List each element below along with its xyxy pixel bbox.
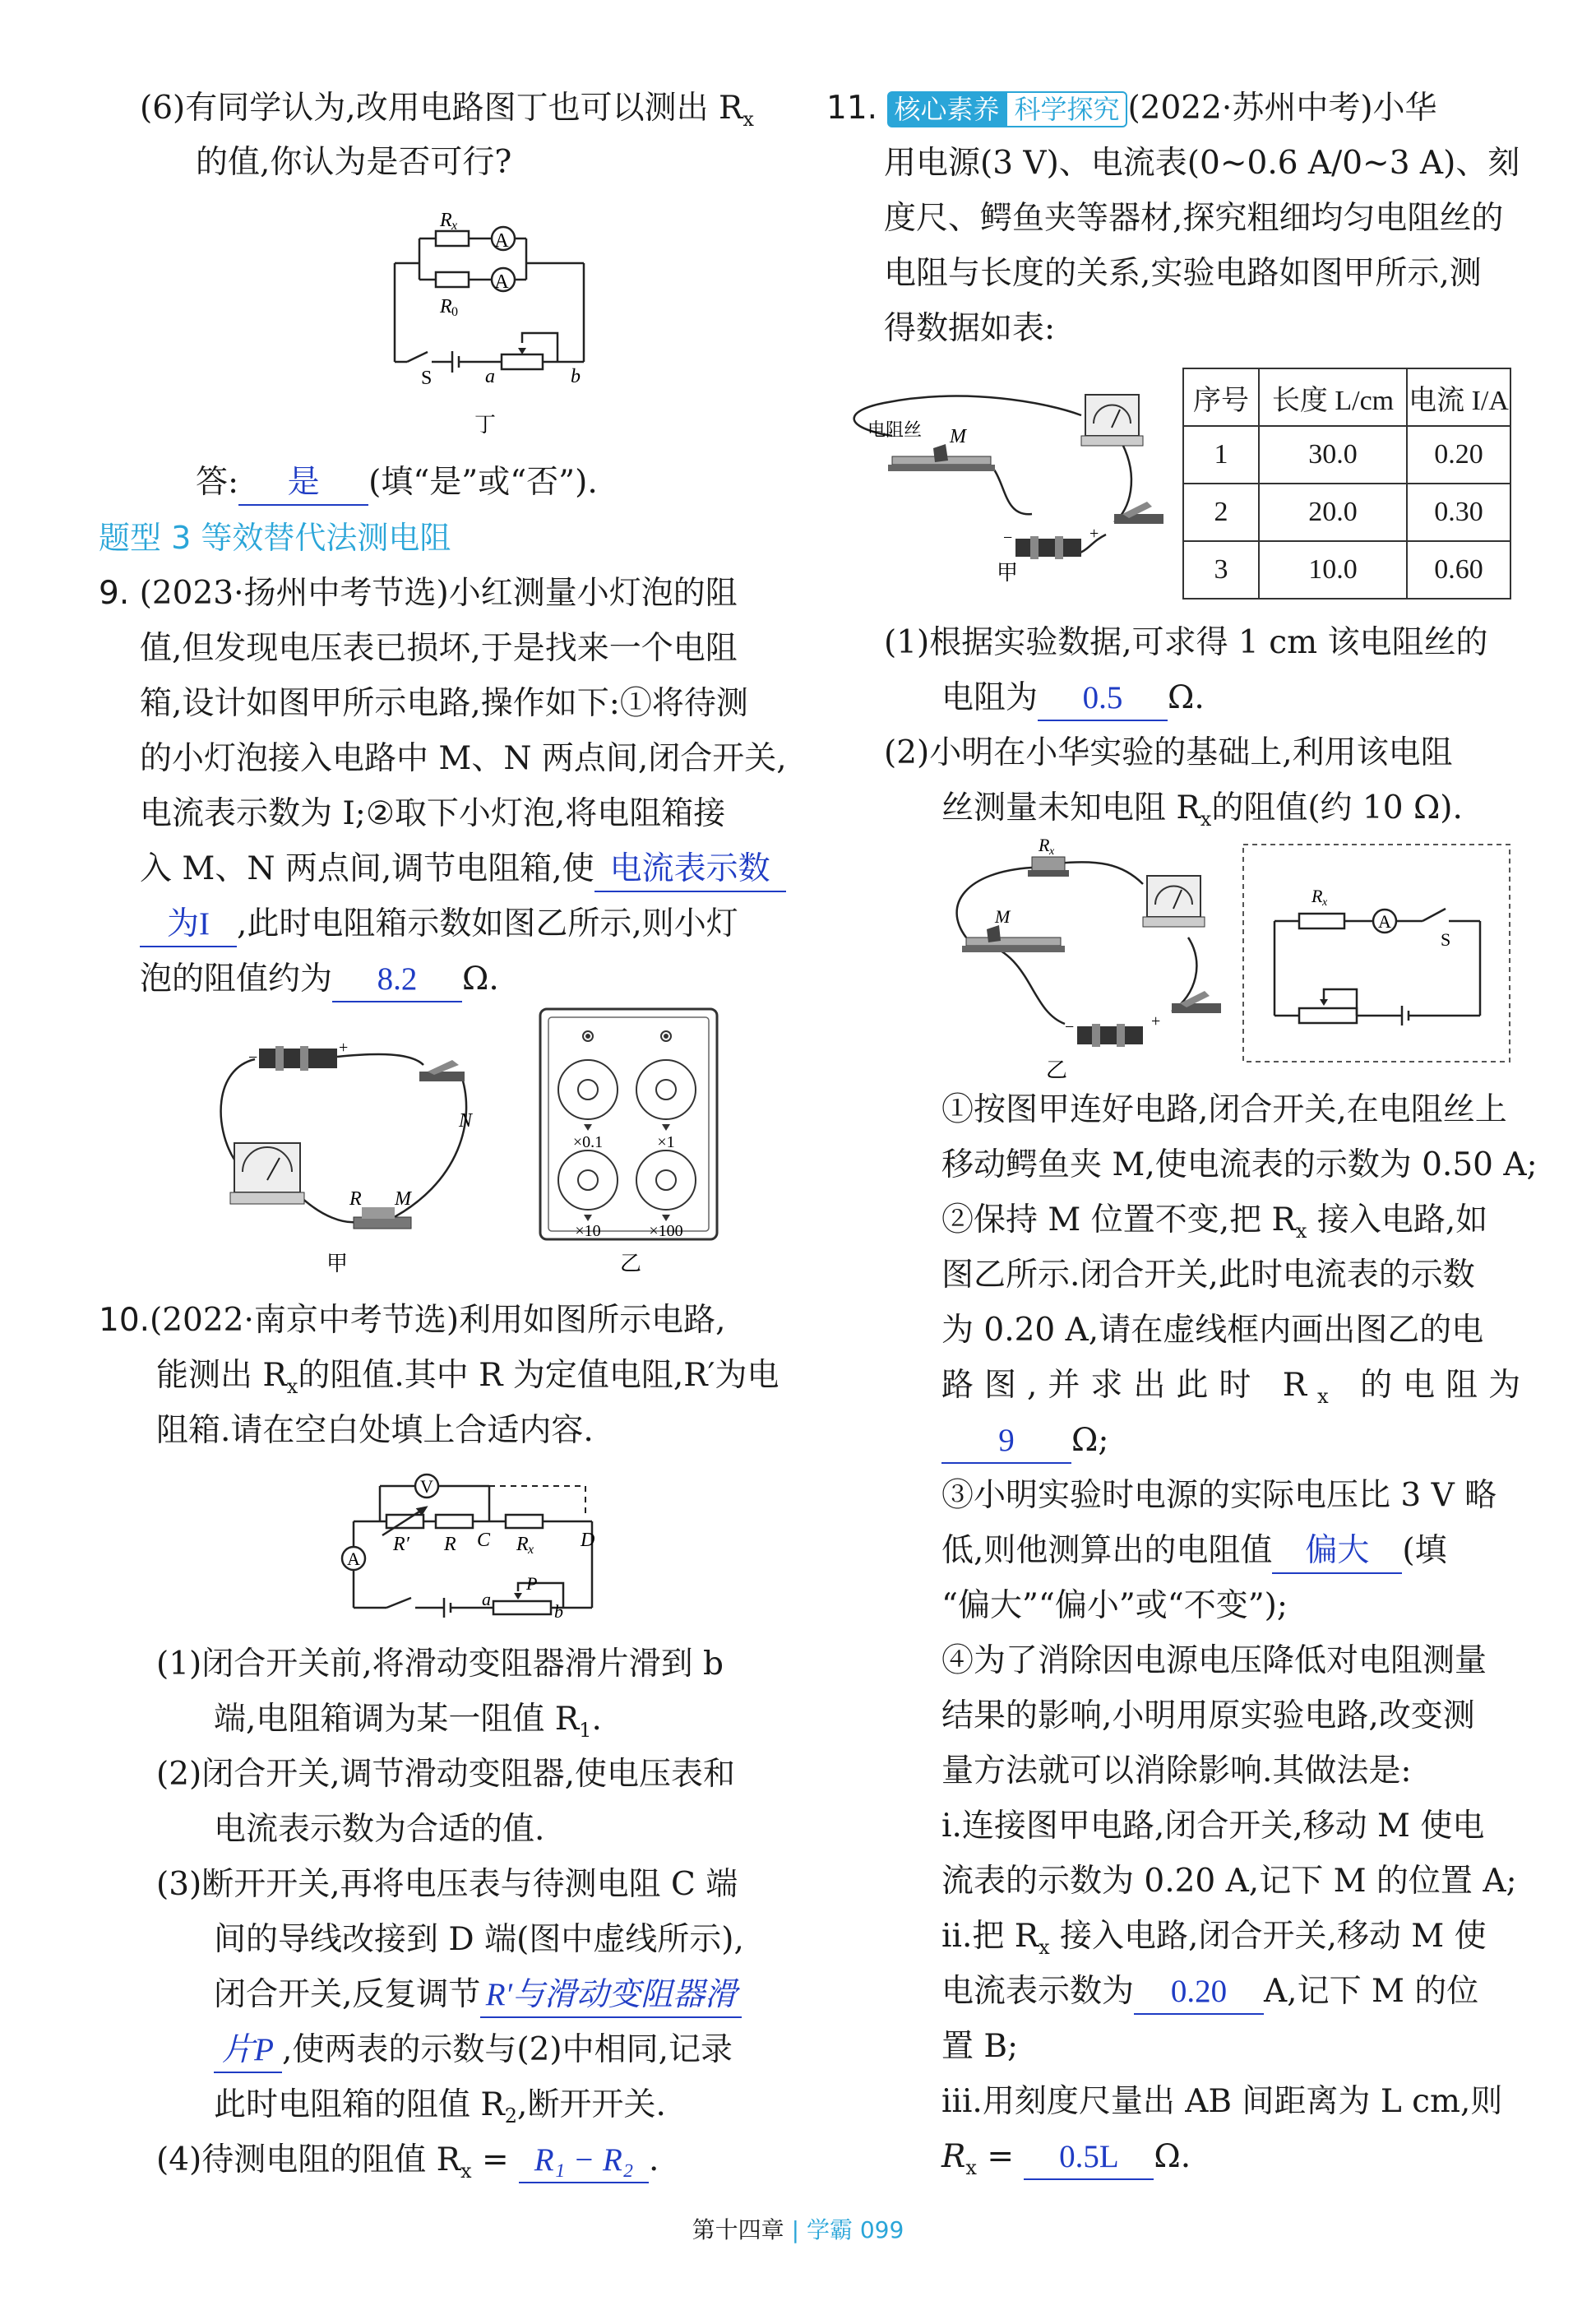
tag-science-inquiry: 科学探究 bbox=[1006, 91, 1127, 127]
q11-s1-line1: ①按图甲连好电路,闭合开关,在电阻丝上 bbox=[941, 1091, 1507, 1128]
q10-s3-answer-a: R′与滑动变阻器滑 bbox=[480, 1974, 742, 2018]
q11-s2-line2: 图乙所示.闭合开关,此时电流表的示数 bbox=[941, 1257, 1475, 1294]
table-cell: 0.60 bbox=[1407, 541, 1510, 599]
q11-ii-answer: 0.20 bbox=[1134, 1970, 1264, 2015]
q11-line3: 度尺、鳄鱼夹等器材,探究粗细均匀电阻丝的 bbox=[884, 200, 1504, 237]
q10-s4-answer: R₁ − R₂ bbox=[519, 2139, 649, 2183]
table-cell: 20.0 bbox=[1259, 484, 1407, 541]
table-header: 长度 L/cm bbox=[1259, 368, 1407, 426]
slider-b-label: b bbox=[571, 366, 581, 387]
rx-sub: x bbox=[528, 1543, 534, 1557]
q11-line4: 电阻与长度的关系,实验电路如图甲所示,测 bbox=[884, 255, 1482, 292]
table-cell: 10.0 bbox=[1259, 541, 1407, 599]
q11-iii-line2: $R_x = 0.5L$ Ω. bbox=[941, 2129, 1191, 2196]
q10-s3-line1: (3)断开开关,再将电压表与待测电阻 C 端 bbox=[156, 1866, 738, 1903]
q11-figure-yi bbox=[933, 839, 1237, 1086]
q11-line2: 用电源(3 V)、电流表(0~0.6 A/0~3 A)、刻 bbox=[884, 145, 1520, 182]
q11-figure-jia bbox=[843, 378, 1172, 584]
rx-label: R bbox=[516, 1534, 529, 1555]
figure-caption: 乙 bbox=[619, 1252, 642, 1275]
q11-s2-line5: 9 Ω; bbox=[941, 1413, 1108, 1469]
q11-iii-line1: ⅲ.用刻度尺量出 AB 间距离为 L cm,则 bbox=[941, 2083, 1503, 2120]
q10-s1-line1: (1)闭合开关前,将滑动变阻器滑片滑到 b bbox=[156, 1646, 724, 1683]
point-m-label: M bbox=[950, 426, 966, 447]
q11-p2-line1: (2)小明在小华实验的基础上,利用该电阻 bbox=[884, 734, 1453, 771]
q10-s3-line5: 此时电阻箱的阻值 $R_2$,断开开关. bbox=[214, 2086, 666, 2127]
q11-answer-circuit-box bbox=[1242, 843, 1513, 1065]
q10-s2-line1: (2)闭合开关,调节滑动变阻器,使电压表和 bbox=[156, 1756, 736, 1793]
q9-line1: 9. (2023·扬州中考节选)小红测量小灯泡的阻 bbox=[99, 575, 738, 612]
table-row bbox=[1183, 484, 1510, 541]
table-header: 电流 I/A bbox=[1407, 368, 1510, 426]
q10-s3-line4: 片P ,使两表的示数与(2)中相同,记录 bbox=[214, 2022, 733, 2078]
table-cell: 1 bbox=[1183, 426, 1259, 484]
rx-sub: x bbox=[451, 219, 458, 233]
page-footer bbox=[0, 2212, 1596, 2245]
q10-s3-line2: 间的导线改接到 D 端(图中虚线所示), bbox=[214, 1921, 744, 1958]
q11-p1-line2: 电阻为 0.5 Ω. bbox=[941, 670, 1205, 726]
q10-s1-line2: 端,电阻箱调为某一阻值 $R_1$. bbox=[214, 1701, 602, 1742]
q9-line7: 为I ,此时电阻箱示数如图乙所示,则小灯 bbox=[140, 896, 738, 952]
q9-line3: 箱,设计如图甲所示电路,操作如下:①将待测 bbox=[140, 685, 748, 722]
rx-sub: x bbox=[1049, 845, 1055, 858]
rprime-label: R′ bbox=[393, 1534, 409, 1555]
table-row bbox=[1183, 541, 1510, 599]
q9-line4: 的小灯泡接入电路中 M、N 两点间,闭合开关, bbox=[140, 740, 787, 777]
dial-label-x01: ×0.1 bbox=[572, 1133, 604, 1151]
slider-a-label: a bbox=[485, 366, 495, 387]
q11-p1-answer: 0.5 bbox=[1038, 677, 1168, 721]
q11-ii-line1: ⅱ.把 $R_x$ 接入电路,闭合开关,移动 M 使 bbox=[941, 1918, 1487, 1959]
figure-caption: 乙 bbox=[1045, 1058, 1068, 1082]
footer-brand: 学霸 bbox=[806, 2216, 853, 2243]
footer-chapter: 第十四章 bbox=[692, 2216, 784, 2243]
section-heading: 题型 3 等效替代法测电阻 bbox=[99, 520, 451, 556]
q9-answer1a: 电流表示数 bbox=[594, 848, 786, 892]
q10-s2-line2: 电流表示数为合适的值. bbox=[214, 1811, 545, 1848]
table-row bbox=[1183, 426, 1510, 484]
table-cell: 30.0 bbox=[1259, 426, 1407, 484]
rx-label: R bbox=[1039, 839, 1050, 855]
voltmeter-label: V bbox=[420, 1476, 433, 1497]
q11-p1-line1: (1)根据实验数据,可求得 1 cm 该电阻丝的 bbox=[884, 624, 1488, 661]
dial-label-x1: ×1 bbox=[657, 1133, 675, 1151]
q11-s4-line2: 结果的影响,小明用原实验电路,改变测 bbox=[941, 1697, 1475, 1734]
point-d-label: D bbox=[581, 1530, 595, 1551]
rx-label: R bbox=[440, 210, 452, 231]
q11-s4-line1: ④为了消除因电源电压降低对电阻测量 bbox=[941, 1642, 1487, 1679]
wire-label: 电阻丝 bbox=[867, 419, 923, 440]
q11-data-table bbox=[1182, 368, 1511, 600]
point-m-label: M bbox=[395, 1188, 411, 1210]
figure-caption: 甲 bbox=[996, 561, 1019, 584]
table-cell: 2 bbox=[1183, 484, 1259, 541]
ammeter-label: A bbox=[494, 230, 509, 252]
q11-line5: 得数据如表: bbox=[884, 310, 1056, 347]
svg-text:+: + bbox=[339, 1039, 349, 1057]
slider-a-label: a bbox=[482, 1589, 491, 1609]
dial-label-x100: ×100 bbox=[649, 1222, 683, 1240]
tag-core-literacy: 核心素养 bbox=[887, 91, 1006, 127]
switch-label: S bbox=[421, 368, 433, 389]
r0-sub: 0 bbox=[451, 305, 458, 319]
ammeter-label: A bbox=[1378, 911, 1391, 932]
q11-ii-line2: 电流表示数为 0.20 A,记下 M 的位 bbox=[941, 1964, 1478, 2020]
q11-p2-line2: 丝测量未知电阻 $R_x$的阻值(约 10 Ω). bbox=[941, 789, 1463, 831]
q11-s2-answer: 9 bbox=[941, 1419, 1071, 1464]
q8-6-answer: 是 bbox=[238, 461, 368, 506]
q11-s2-line4: 路图,并求出此时 $R_x$ 的电阻为 bbox=[941, 1367, 1532, 1408]
figure-caption: 甲 bbox=[326, 1252, 349, 1275]
q8-6-line1: (6)有同学认为,改用电路图丁也可以测出 $R_x$ bbox=[140, 90, 754, 131]
q11-s2-line3: 为 0.20 A,请在虚线框内画出图乙的电 bbox=[941, 1312, 1484, 1349]
q9-answer2: 8.2 bbox=[332, 958, 462, 1002]
svg-text:+: + bbox=[1089, 525, 1099, 543]
ammeter-label: A bbox=[347, 1549, 360, 1569]
table-header: 序号 bbox=[1183, 368, 1259, 426]
q11-i-line2: 流表的示数为 0.20 A,记下 M 的位置 A; bbox=[941, 1863, 1517, 1900]
footer-separator: | bbox=[791, 2216, 800, 2243]
q11-line1: 11. 核心素养 科学探究 (2022·苏州中考)小华 bbox=[826, 90, 1437, 127]
svg-text:+: + bbox=[1151, 1012, 1161, 1030]
table-cell: 3 bbox=[1183, 541, 1259, 599]
q10-line2: 能测出 $R_x$的阻值.其中 R 为定值电阻,R′为电 bbox=[156, 1357, 779, 1398]
point-c-label: C bbox=[477, 1530, 491, 1551]
q9-line5: 电流表示数为 I;②取下小灯泡,将电阻箱接 bbox=[140, 795, 726, 832]
svg-text:−: − bbox=[248, 1049, 258, 1067]
r0-label: R bbox=[440, 296, 452, 317]
q11-s3-answer: 偏大 bbox=[1272, 1530, 1402, 1574]
slider-p-label: P bbox=[526, 1573, 538, 1594]
q10-s4-line: (4)待测电阻的阻值 $R_x = R_1 - R_2$ . bbox=[156, 2132, 659, 2199]
q9-answer1b: 为I bbox=[140, 903, 237, 947]
q9-resistance-box bbox=[539, 1007, 724, 1279]
rx-sub: x bbox=[1322, 896, 1328, 909]
q11-s4-line3: 量方法就可以消除影响.其做法是: bbox=[941, 1752, 1412, 1789]
footer-page-number: 099 bbox=[859, 2216, 904, 2243]
q8-6-answer-line: 答: 是 (填“是”或“否”). bbox=[196, 455, 598, 511]
table-cell: 0.30 bbox=[1407, 484, 1510, 541]
table-header-row bbox=[1183, 368, 1510, 426]
q11-ii-line3: 置 B; bbox=[941, 2028, 1019, 2065]
svg-text:−: − bbox=[1003, 529, 1013, 547]
r-label: R bbox=[444, 1534, 456, 1555]
q9-line2: 值,但发现电压表已损坏,于是找来一个电阻 bbox=[140, 630, 738, 667]
q11-s3-line1: ③小明实验时电源的实际电压比 3 V 略 bbox=[941, 1477, 1497, 1514]
q9-figure-jia bbox=[197, 1020, 493, 1283]
ammeter-label: A bbox=[494, 271, 509, 293]
q11-s3-line2: 低,则他测算出的电阻值 偏大 (填 bbox=[941, 1523, 1447, 1579]
q10-s3-line3: 闭合开关,反复调节 R′与滑动变阻器滑 bbox=[214, 1967, 742, 2023]
q10-line3: 阻箱.请在空白处填上合适内容. bbox=[156, 1412, 594, 1449]
q11-s3-line3: “偏大”“偏小”或“不变”); bbox=[941, 1587, 1288, 1624]
q11-i-line1: ⅰ.连接图甲电路,闭合开关,移动 M 使电 bbox=[941, 1808, 1485, 1845]
slider-b-label: b bbox=[554, 1601, 563, 1622]
dial-label-x10: ×10 bbox=[575, 1222, 601, 1240]
switch-label: S bbox=[1441, 929, 1451, 950]
svg-text:−: − bbox=[1065, 1018, 1075, 1036]
r-label: R bbox=[349, 1188, 362, 1210]
point-m-label: M bbox=[995, 906, 1011, 927]
point-n-label: N bbox=[459, 1110, 473, 1132]
q11-s2-line1: ②保持 M 位置不变,把 $R_x$ 接入电路,如 bbox=[941, 1201, 1488, 1243]
q9-line8: 泡的阻值约为 8.2 Ω. bbox=[140, 951, 499, 1007]
figure-caption: 丁 bbox=[474, 413, 497, 437]
q11-iii-answer: 0.5L bbox=[1024, 2136, 1154, 2180]
circuit-figure-ding bbox=[370, 201, 617, 440]
table-cell: 0.20 bbox=[1407, 426, 1510, 484]
q10-line1: 10.(2022·南京中考节选)利用如图所示电路, bbox=[99, 1302, 726, 1339]
q10-s3-answer-b: 片P bbox=[214, 2029, 282, 2073]
rx-label: R bbox=[1311, 886, 1323, 906]
q8-6-line2: 的值,你认为是否可行? bbox=[196, 144, 512, 181]
q10-circuit-figure bbox=[329, 1468, 617, 1628]
q9-line6: 入 M、N 两点间,调节电阻箱,使 电流表示数 bbox=[140, 841, 786, 897]
q11-s1-line2: 移动鳄鱼夹 M,使电流表的示数为 0.50 A; bbox=[941, 1146, 1538, 1183]
